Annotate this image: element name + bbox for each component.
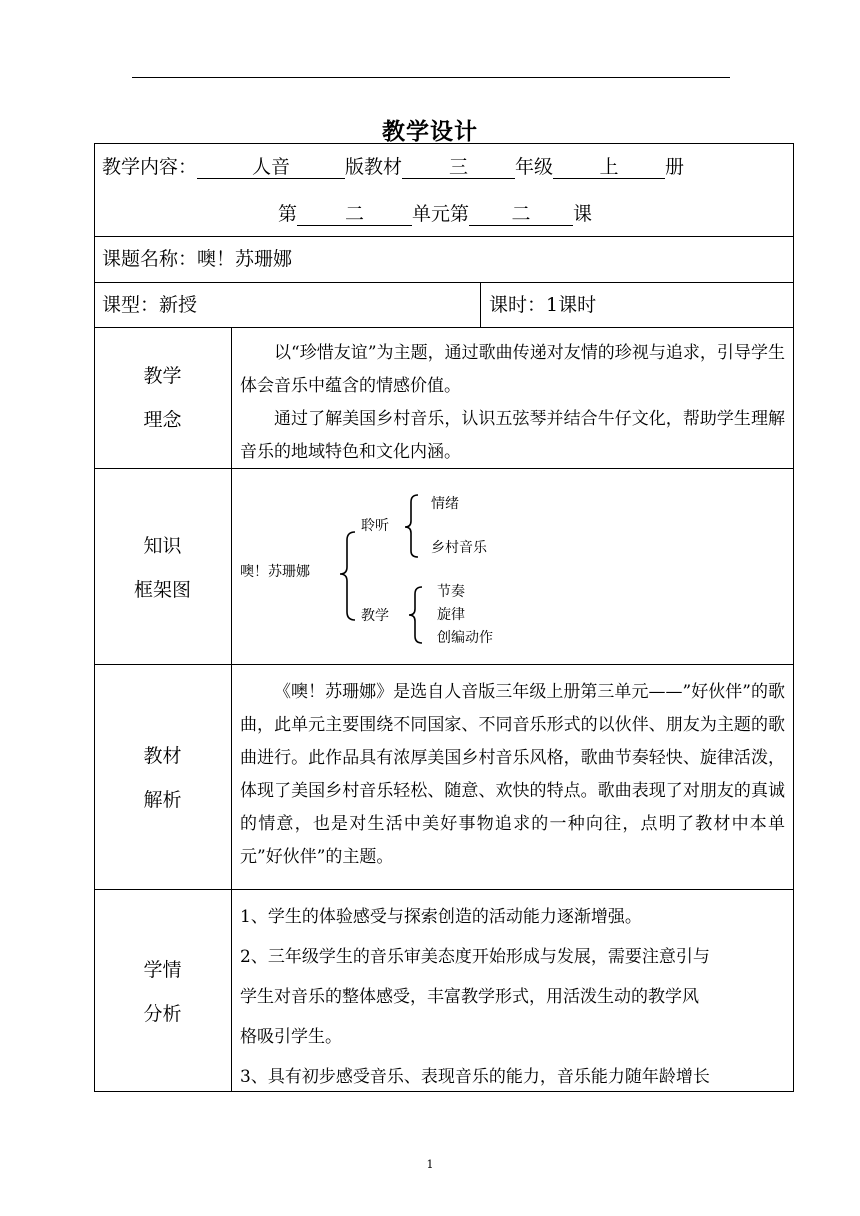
- grade-field: 三: [402, 158, 515, 179]
- lesson-hours-value: 1课时: [546, 294, 597, 316]
- knowledge-leaf: 旋律: [437, 607, 465, 623]
- row-divider: [94, 282, 794, 283]
- students-line: 3、具有初步感受音乐、表现音乐的能力，音乐能力随年龄增长: [240, 1067, 710, 1087]
- students-line: 格吸引学生。: [240, 1027, 342, 1047]
- row-divider: [94, 236, 794, 237]
- edition-field: 人音: [197, 158, 345, 179]
- unit-suffix: 单元第: [412, 203, 470, 225]
- volume-field: 上: [553, 158, 665, 179]
- students-line: 1、学生的体验感受与探索创造的活动能力逐渐增强。: [240, 907, 642, 927]
- document-title: 教学设计: [382, 118, 478, 145]
- knowledge-leaf: 情绪: [431, 496, 459, 512]
- material-text: 《噢！苏珊娜》是选自人音版三年级上册第三单元——”好伙伴”的歌曲，此单元主要围绕不同国家、不同音乐形式的以伙伴、朋友为主题的歌曲进行。此作品具有浓厚美国乡村音乐风格，歌曲节奏轻快、旋律活泼，体现了美国乡村音乐轻松、随意、欢快的特点。歌曲表现了对朋友的真诚的情意，也是对生活中美好事物追求的一种向往，点明了教材中本单元”好伙伴”的主题。: [240, 682, 785, 867]
- students-label: 学情 分析: [143, 959, 182, 1025]
- knowledge-root: 噢！苏珊娜: [240, 564, 310, 580]
- lesson-hours: [489, 296, 596, 315]
- philosophy-label: 教学 理念: [143, 365, 182, 431]
- knowledge-branch: 聆听: [361, 518, 389, 534]
- philosophy-paragraph: 通过了解美国乡村音乐，认识五弦琴并结合牛仔文化，帮助学生理解音乐的地域特色和文化内涵。: [240, 409, 785, 462]
- knowledge-branch: 教学: [361, 608, 389, 624]
- topic-label: 课题名称：: [102, 248, 198, 270]
- unit-field: 二: [297, 205, 412, 226]
- knowledge-leaf: 乡村音乐: [431, 540, 487, 556]
- knowledge-leaf: 创编动作: [437, 630, 493, 646]
- row-divider: [94, 889, 794, 890]
- lesson-type-row: [102, 296, 197, 315]
- philosophy-text: [240, 337, 785, 469]
- knowledge-map-label: 知识 框架图: [133, 535, 191, 601]
- grade-suffix: 年级: [515, 156, 554, 178]
- lesson-type-value: 新授: [159, 294, 198, 316]
- column-divider-lesson-hours: [480, 282, 481, 327]
- content-row-line2: [278, 205, 592, 226]
- material-label: 教材 解析: [143, 745, 182, 811]
- philosophy-paragraph: 以“珍惜友谊”为主题，通过歌曲传递对友情的珍视与追求，引导学生体会音乐中蕴含的情感价值。: [240, 343, 785, 396]
- column-divider-labels: [231, 327, 232, 1092]
- edition-suffix: 版教材: [345, 156, 403, 178]
- knowledge-leaf: 节奏: [437, 584, 465, 600]
- content-row-line1: [102, 158, 684, 179]
- lesson-type-label: 课型：: [102, 294, 160, 316]
- row-divider: [94, 327, 794, 328]
- header-rule: [132, 77, 730, 78]
- lesson-suffix: 课: [573, 203, 593, 225]
- students-line: 学生对音乐的整体感受，丰富教学形式，用活泼生动的教学风: [240, 987, 699, 1007]
- content-label: 教学内容：: [102, 156, 198, 178]
- lesson-hours-label: 课时：: [489, 294, 547, 316]
- topic-value: 噢！苏珊娜: [197, 248, 293, 270]
- students-line: 2、三年级学生的音乐审美态度开始形成与发展，需要注意引与: [240, 947, 710, 967]
- topic-row: [102, 250, 292, 269]
- unit-prefix: 第: [278, 203, 298, 225]
- volume-suffix: 册: [665, 156, 685, 178]
- students-text: [240, 897, 788, 1097]
- page-number: 1: [426, 1158, 434, 1171]
- row-divider: [94, 664, 794, 665]
- lesson-field: 二: [469, 205, 573, 226]
